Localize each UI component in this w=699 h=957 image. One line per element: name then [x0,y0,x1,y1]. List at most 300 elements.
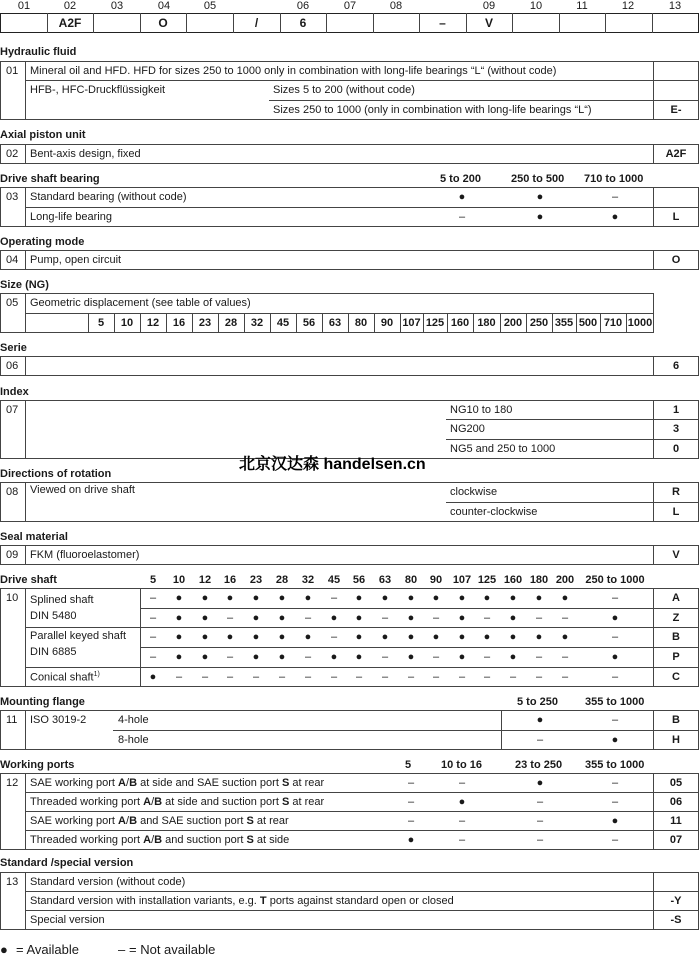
shaft-cell: ● [252,612,260,624]
type-code-bar [0,13,699,33]
shaft-cell: ● [458,631,466,643]
size-divider [270,313,271,333]
port-label-part: B [154,834,163,846]
code-05: / [254,16,259,30]
shaft-col: 32 [301,574,315,586]
section-title-ports: Working ports [0,759,75,771]
port-label-part: Threaded working port [30,834,144,846]
size-divider [88,313,89,333]
shaft-cell: – [149,592,157,604]
shaft-cell: – [226,651,234,663]
port-code: 07 [669,834,683,846]
shaft-cell: – [611,631,619,643]
index-code: 1 [672,404,680,416]
shaft-cell: – [252,671,260,683]
shaft-cell: ● [535,592,543,604]
ports-col: 10 to 16 [441,759,482,771]
shaft-col: 16 [223,574,237,586]
shaft-label-keyed: Parallel keyed shaft [30,630,126,642]
mount-code: H [672,734,680,746]
position-num: 13 [668,0,682,12]
mount-cell: ● [536,714,544,726]
shaft-cell: ● [407,592,415,604]
shaft-cell: ● [175,612,183,624]
shaft-cell: ● [278,651,286,663]
port-label-part: / [151,834,155,846]
size-divider [322,313,323,333]
shaft-col: 28 [275,574,289,586]
size-divider [423,313,424,333]
section-num: 13 [6,876,19,888]
port-label-part: / [126,777,130,789]
shaft-cell: ● [201,592,209,604]
shaft-cell: – [381,651,389,663]
port-label-part: A [118,777,126,789]
version-code: -S [670,914,682,926]
section-title-serie: Serie [0,342,27,354]
port-label-part: at rear [253,815,289,827]
bearing-cell: ● [536,211,544,223]
code-06: 6 [299,16,307,30]
shaft-cell: ● [175,631,183,643]
port-label-part: at side [253,834,290,846]
shaft-code: P [672,651,680,663]
position-num: 08 [389,0,403,12]
port-label [30,834,289,846]
position-num: 01 [17,0,31,12]
bearing-col: 5 to 200 [440,173,481,185]
shaft-cell: – [175,671,183,683]
shaft-col: 23 [249,574,263,586]
port-label [30,815,289,827]
shaft-cell: – [304,651,312,663]
ports-col: 355 to 1000 [585,759,645,771]
seal-code: V [672,549,680,561]
mounting-text: ISO 3019-2 [30,714,87,726]
rotation-code: R [672,486,680,498]
shaft-cell: – [483,671,491,683]
shaft-code: A [672,592,680,604]
fluid-row-sizes-small: Sizes 5 to 200 (without code) [273,84,415,96]
size-divider [500,313,501,333]
shaft-cell: – [226,671,234,683]
size-value: 125 [425,317,445,329]
bearing-cell: ● [536,191,544,203]
position-num: 04 [157,0,171,12]
port-cell: – [611,796,619,808]
port-cell: – [536,796,544,808]
position-num: 11 [576,0,588,12]
shaft-cell: ● [226,631,234,643]
mount-cell: ● [611,734,619,746]
section-title-mounting: Mounting flange [0,696,85,708]
shaft-cell: ● [509,631,517,643]
size-value: 200 [503,317,523,329]
port-label-part: S [281,796,290,808]
position-num: 02 [63,0,77,12]
shaft-cell: ● [355,651,363,663]
shaft-cell: ● [458,612,466,624]
shaft-cell: ● [611,651,619,663]
legend-available: = Available [16,942,80,957]
bearing-cell: ● [611,211,619,223]
position-num: 07 [343,0,357,12]
code-02: A2F [58,16,82,30]
shaft-cell: – [458,671,466,683]
shaft-cell: – [611,592,619,604]
shaft-cell: ● [611,612,619,624]
shaft-cell: – [483,612,491,624]
code-04: O [158,16,168,30]
size-value: 12 [146,317,160,329]
port-label-part: / [126,815,130,827]
section-title-index: Index [0,386,29,398]
port-label-part: A [143,796,152,808]
port-label-part: S [281,777,290,789]
shaft-cell: ● [175,592,183,604]
size-divider [473,313,474,333]
shaft-col: 125 [477,574,497,586]
shaft-col: 56 [352,574,366,586]
shaft-cell: ● [483,631,491,643]
port-cell: – [407,796,415,808]
legend-na: = Not available [129,942,216,957]
port-label-part: A [143,834,152,846]
shaft-col: 12 [198,574,212,586]
shaft-cell: – [483,651,491,663]
port-cell: ● [458,796,466,808]
shaft-cell: – [330,671,338,683]
port-label-part: at side and suction port [162,796,282,808]
shaft-cell: ● [330,612,338,624]
shaft-cell: – [432,671,440,683]
size-divider [552,313,553,333]
shaft-cell: ● [355,592,363,604]
port-cell: – [458,834,466,846]
size-value: 16 [172,317,186,329]
version-label-part: Standard version with installation variants, e.g. [30,895,260,907]
mount-label: 8-hole [118,734,149,746]
bearing-longlife: Long-life bearing [30,211,112,223]
port-label-part: B [129,815,138,827]
shaft-cell: ● [149,671,157,683]
size-value: 500 [578,317,598,329]
shaft-cell: ● [407,631,415,643]
shaft-cell: ● [483,592,491,604]
shaft-cell: – [381,612,389,624]
shaft-cell: ● [304,592,312,604]
port-code: 11 [670,815,682,827]
rotation-label: clockwise [450,486,498,498]
shaft-cell: ● [252,651,260,663]
index-label: NG10 to 180 [450,404,513,416]
section-title-operating-mode: Operating mode [0,236,85,248]
shaft-cell: – [330,592,338,604]
section-title-version: Standard /special version [0,857,134,869]
shaft-cell: ● [226,592,234,604]
section-num: 11 [6,714,18,726]
mount-col: 5 to 250 [517,696,558,708]
mount-code: B [672,714,680,726]
size-value: 160 [450,317,470,329]
shaft-cell: – [535,651,543,663]
rotation-code: L [672,506,680,518]
position-num: 10 [529,0,543,12]
shaft-cell: – [149,651,157,663]
mount-cell: – [611,714,619,726]
size-divider [526,313,527,333]
size-value: 355 [554,317,574,329]
shaft-cell: ● [432,592,440,604]
port-label-part: and suction port [162,834,247,846]
size-value: 1000 [627,317,653,329]
size-value: 28 [224,317,238,329]
shaft-cell: – [355,671,363,683]
port-label-part: B [129,777,138,789]
size-value: 180 [477,317,496,329]
size-divider [244,313,245,333]
shaft-code: Z [672,612,680,624]
index-code: 3 [672,423,680,435]
section-num: 02 [6,148,19,160]
size-value: 10 [120,317,134,329]
shaft-cell: – [561,651,569,663]
shaft-cell: ● [509,651,517,663]
version-label [30,895,454,907]
port-label-part: Threaded working port [30,796,144,808]
size-value: 32 [250,317,264,329]
operating-mode-code: O [671,254,681,266]
shaft-cell: – [561,612,569,624]
size-text: Geometric displacement (see table of values) [30,297,251,309]
size-value: 5 [97,317,105,329]
shaft-cell: – [304,671,312,683]
rotation-label: counter-clockwise [450,506,538,518]
shaft-cell: – [407,671,415,683]
shaft-cell: – [432,612,440,624]
axial-piston-code: A2F [665,148,687,160]
section-title-drive-shaft: Drive shaft [0,574,57,586]
shaft-cell: ● [458,592,466,604]
position-num: 09 [482,0,496,12]
shaft-cell: ● [458,651,466,663]
shaft-label-din6885: DIN 6885 [30,646,77,658]
port-cell: – [458,815,466,827]
version-code: -Y [670,895,682,907]
size-divider [626,313,627,333]
port-label-part: S [246,815,254,827]
port-code: 06 [669,796,683,808]
mount-label: 4-hole [118,714,149,726]
shaft-cell: – [432,651,440,663]
size-value: 710 [603,317,623,329]
shaft-code: C [672,671,680,683]
serie-row [0,356,699,376]
code-09: V [484,16,493,30]
shaft-cell: ● [509,592,517,604]
shaft-cell: ● [561,592,569,604]
size-value: 80 [354,317,368,329]
shaft-cell: – [330,631,338,643]
shaft-cell: ● [355,631,363,643]
code-08: – [439,16,446,30]
section-title-size: Size (NG) [0,279,49,291]
section-num: 10 [6,592,19,604]
shaft-label-din5480: DIN 5480 [30,610,77,622]
port-label-part: SAE working port [30,777,119,789]
shaft-cell: ● [432,631,440,643]
port-label-part: and SAE suction port [137,815,247,827]
shaft-col: 63 [378,574,392,586]
rotation-text: Viewed on drive shaft [30,484,135,496]
version-label [30,876,185,888]
operating-mode-text: Pump, open circuit [30,254,122,266]
axial-piston-text: Bent-axis design, fixed [30,148,141,160]
shaft-col: 250 to 1000 [585,574,645,586]
bearing-cell: – [458,211,466,223]
shaft-cell: ● [201,651,209,663]
shaft-col: 180 [529,574,549,586]
shaft-cell: – [304,612,312,624]
shaft-label-splined: Splined shaft [30,594,94,606]
mount-cell: – [536,734,544,746]
position-num: 12 [621,0,635,12]
port-label-part: at side and SAE suction port [137,777,282,789]
shaft-col: 10 [172,574,186,586]
section-title-bearing: Drive shaft bearing [0,173,100,185]
shaft-cell: ● [252,592,260,604]
section-num: 09 [6,549,19,561]
size-divider [140,313,141,333]
version-label-part: Standard version (without code) [30,876,186,888]
shaft-cell: ● [355,612,363,624]
shaft-cell: – [278,671,286,683]
bearing-cell: – [611,191,619,203]
fluid-code: E- [670,104,682,116]
size-divider [576,313,577,333]
port-cell: – [536,834,544,846]
size-value: 63 [328,317,342,329]
size-value: 45 [276,317,290,329]
fluid-row-hfb: HFB-, HFC-Druckflüssigkeit [30,84,166,96]
size-value: 250 [529,317,549,329]
shaft-cell: ● [278,631,286,643]
shaft-col: 5 [149,574,157,586]
port-label-part: A [118,815,126,827]
shaft-cell: ● [381,592,389,604]
shaft-cell: – [561,671,569,683]
section-num: 07 [6,404,19,416]
shaft-cell: – [535,612,543,624]
position-num: 05 [203,0,217,12]
ports-col: 23 to 250 [515,759,563,771]
shaft-cell: – [535,671,543,683]
watermark-text: 北京汉达森 handelsen.cn [239,456,426,473]
size-divider [447,313,448,333]
shaft-cell: ● [278,592,286,604]
port-cell: – [611,777,619,789]
ports-col: 5 [405,759,412,771]
bearing-col: 250 to 500 [511,173,565,185]
section-num: 08 [6,486,19,498]
port-label-part: at rear [289,777,325,789]
size-divider [114,313,115,333]
shaft-cell: – [226,612,234,624]
shaft-cell: ● [381,631,389,643]
port-label-part: SAE working port [30,815,119,827]
legend-na-symbol: – [118,942,126,957]
shaft-cell: ● [561,631,569,643]
shaft-cell: ● [535,631,543,643]
size-value: 23 [198,317,212,329]
section-title-rotation: Directions of rotation [0,468,112,480]
section-num: 03 [6,191,19,203]
fluid-row-mineral: Mineral oil and HFD. HFD for sizes 250 to 1000 only in combination with long-life bearings “L“ (without code) [30,65,557,77]
position-num: 06 [296,0,310,12]
section-num: 12 [6,777,19,789]
section-num: 01 [6,65,19,77]
port-cell: ● [407,834,415,846]
size-value: 90 [380,317,394,329]
version-label-part: T [259,895,267,907]
index-label: NG5 and 250 to 1000 [450,443,556,455]
size-divider [400,313,401,333]
shaft-cell: – [509,671,517,683]
size-value: 56 [302,317,316,329]
section-title-axial-piston: Axial piston unit [0,129,86,141]
section-title-seal: Seal material [0,531,68,543]
section-num: 04 [6,254,19,266]
port-label-part: S [246,834,254,846]
section-num: 06 [6,360,19,372]
port-cell: – [407,815,415,827]
size-divider [374,313,375,333]
port-cell: – [536,815,544,827]
mount-col: 355 to 1000 [585,696,645,708]
shaft-cell: ● [407,651,415,663]
shaft-col: 90 [429,574,443,586]
bearing-standard: Standard bearing (without code) [30,191,187,203]
shaft-label-conical: Conical shaft$^{1)}$ [30,671,100,684]
size-divider [192,313,193,333]
shaft-cell: ● [509,612,517,624]
shaft-col: 160 [503,574,523,586]
port-cell: – [407,777,415,789]
seal-text: FKM (fluoroelastomer) [30,549,140,561]
size-divider [218,313,219,333]
port-label [30,777,324,789]
shaft-cell: – [611,671,619,683]
shaft-cell: ● [201,631,209,643]
shaft-code: B [672,631,680,643]
bearing-cell: ● [458,191,466,203]
fluid-row-sizes-large: Sizes 250 to 1000 (only in combination with long-life bearings “L“) [273,104,592,116]
shaft-cell: – [381,671,389,683]
shaft-cell: – [149,631,157,643]
version-label [30,914,105,926]
shaft-col: 80 [404,574,418,586]
shaft-cell: ● [330,651,338,663]
size-divider [348,313,349,333]
shaft-cell: ● [252,631,260,643]
shaft-col: 45 [327,574,341,586]
port-label-part: at rear [289,796,325,808]
index-label: NG200 [450,423,485,435]
size-divider [600,313,601,333]
shaft-cell: ● [201,612,209,624]
port-cell: ● [611,815,619,827]
version-label-part: Special version [30,914,105,926]
